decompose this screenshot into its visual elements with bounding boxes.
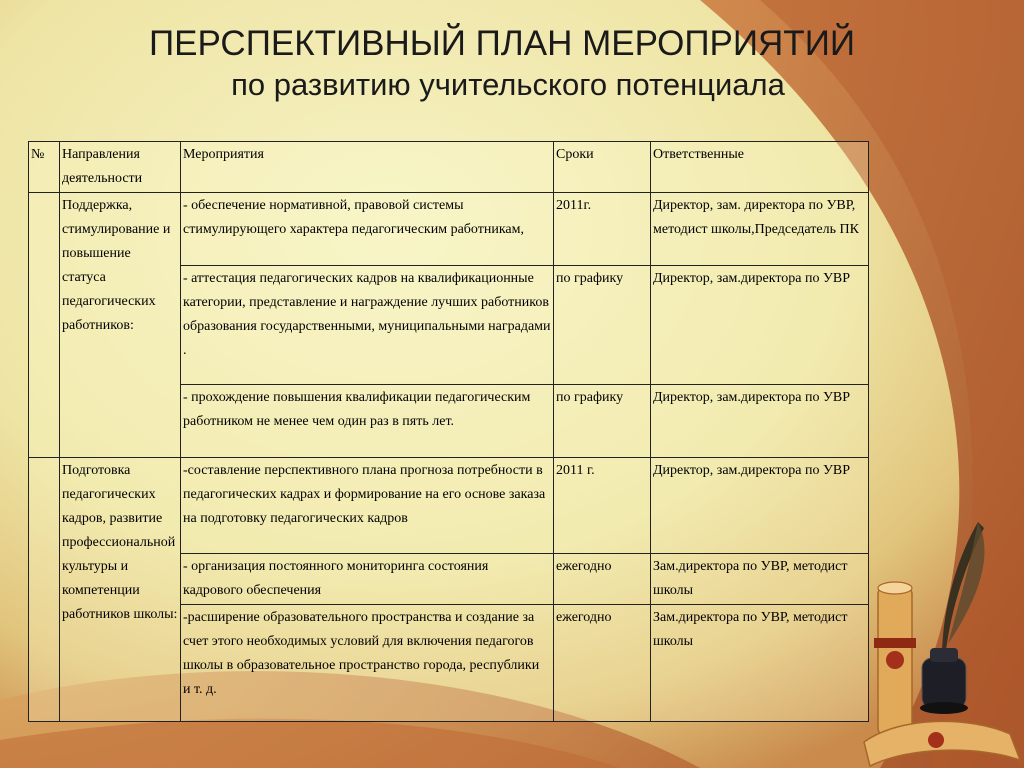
event-cell: -расширение образовательного пространства и создание за счет этого необходимых условий для включения педагогов школы в образовательное пространство города, республики и т. д. — [181, 605, 554, 722]
date-cell: 2011 г. — [554, 458, 651, 554]
title-line-2: по развитию учительского потенциала — [231, 66, 785, 102]
event-cell: -составление перспективного плана прогноза потребности в педагогических кадрах и формирование на его основе заказа на подготовку педагогических кадров — [181, 458, 554, 554]
quill-inkwell-icon — [920, 522, 985, 714]
date-cell: ежегодно — [554, 554, 651, 605]
responsible-cell: Директор, зам.директора по УВР — [651, 385, 869, 458]
event-cell: - прохождение повышения квалификации педагогическим работником не менее чем один раз в пять лет. — [181, 385, 554, 458]
group-direction: Подготовка педагогических кадров, развитие профессиональной культуры и компетенции работников школы: — [60, 458, 181, 722]
header-dates: Сроки — [554, 142, 651, 193]
date-cell: 2011г. — [554, 193, 651, 266]
plan-table — [28, 141, 869, 722]
event-cell: - аттестация педагогических кадров на квалификационные категории, представление и награждение лучших работников образования государственными, муниципальными наградами . — [181, 266, 554, 385]
responsible-cell: Зам.директора по УВР, методист школы — [651, 554, 869, 605]
header-num: № — [29, 142, 60, 193]
date-cell: ежегодно — [554, 605, 651, 722]
responsible-cell: Директор, зам. директора по УВР, методист школы,Председатель ПК — [651, 193, 869, 266]
table-row — [29, 458, 869, 554]
event-cell: - организация постоянного мониторинга состояния кадрового обеспечения — [181, 554, 554, 605]
date-cell: по графику — [554, 266, 651, 385]
responsible-cell: Зам.директора по УВР, методист школы — [651, 605, 869, 722]
header-direction: Направления деятельности — [60, 142, 181, 193]
event-cell: - обеспечение нормативной, правовой системы стимулирующего характера педагогическим работникам, — [181, 193, 554, 266]
scroll-quill-decoration — [860, 520, 1024, 768]
responsible-cell: Директор, зам.директора по УВР — [651, 266, 869, 385]
responsible-cell: Директор, зам.директора по УВР — [651, 458, 869, 554]
slide-title — [0, 22, 1024, 105]
date-cell: по графику — [554, 385, 651, 458]
group-number — [29, 458, 60, 722]
table-header-row — [29, 142, 869, 193]
table-row — [29, 193, 869, 266]
title-line-1: ПЕРСПЕКТИВНЫЙ ПЛАН МЕРОПРИЯТИЙ — [148, 24, 856, 63]
group-number — [29, 193, 60, 458]
header-responsible: Ответственные — [651, 142, 869, 193]
header-events: Мероприятия — [181, 142, 554, 193]
group-direction: Поддержка, стимулирование и повышение статуса педагогических работников: — [60, 193, 181, 458]
